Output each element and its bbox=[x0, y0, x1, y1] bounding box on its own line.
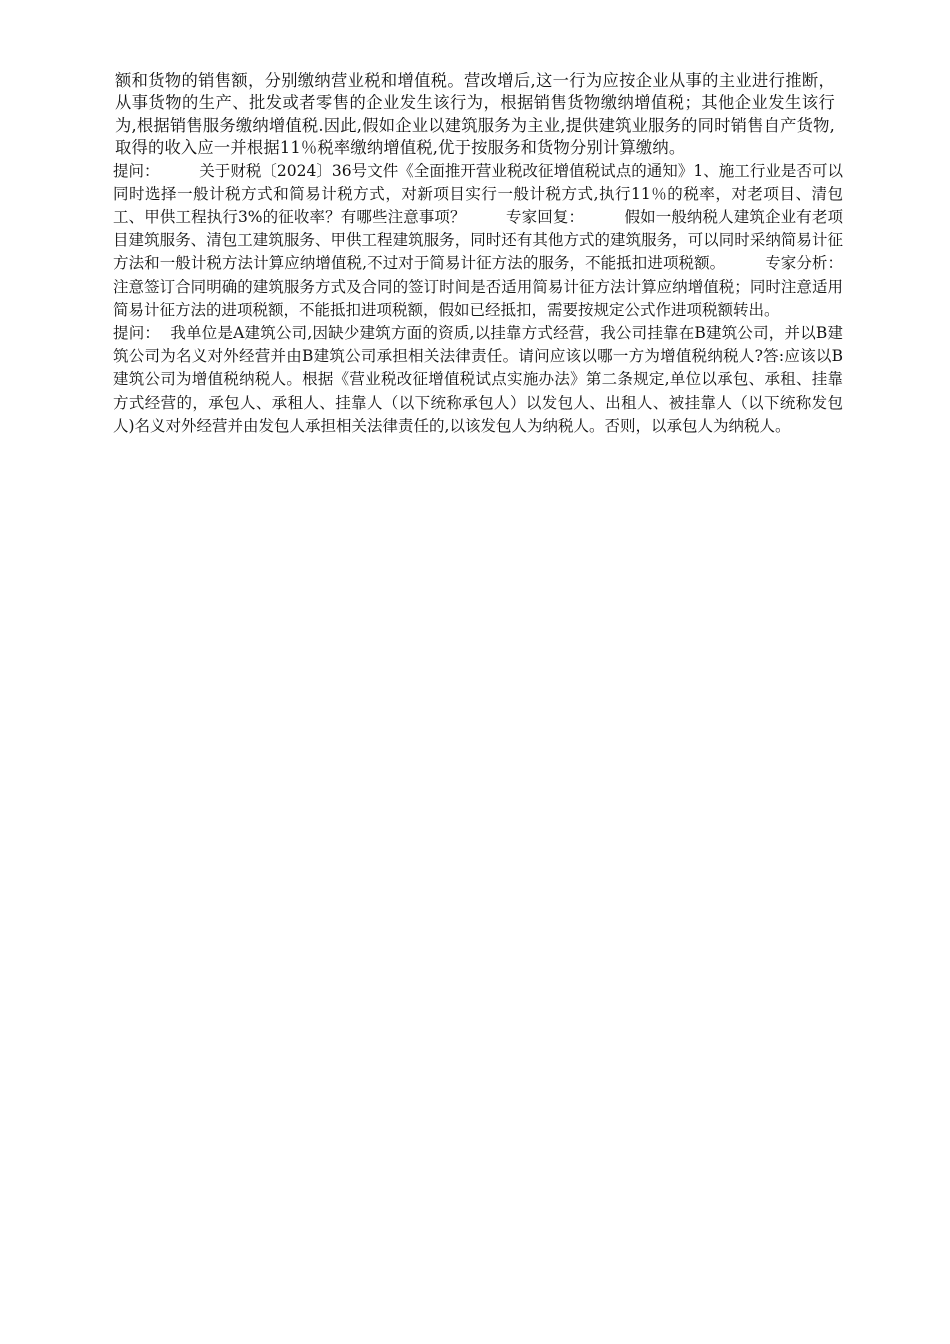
paragraph-question-answer-36: 提问： 关于财税〔2024〕36号文件《全面推开营业税改征增值税试点的通知》1、施工行业是否可以同时选择一般计税方式和简易计税方式，对新项目实行一般计税方式,执行11％的税率，对老项目、清包工、甲供工程执行3%的征收率？有哪些注意事项？ 专家回复： 假如一般纳税人建筑企业有老项目建筑服务、清包工建筑服务、甲供工程建筑服务，同时还有其他方式的建筑服务，可以同时采纳简易计征方法和一般计税方法计算应纳增值税,不过对于简易计征方法的服务，不能抵扣进项税额。 专家分析： 注意签订合同明确的建筑服务方式及合同的签订时间是否适用简易计征方法计算应纳增值税；同时注意适用简易计征方法的进项税额，不能抵扣进项税额，假如已经抵扣，需要按规定公式作进项税额转出。 bbox=[113, 161, 883, 319]
document-page bbox=[113, 70, 883, 438]
paragraph-sales-tax-explanation: 额和货物的销售额，分别缴纳营业税和增值税。营改增后,这一行为应按企业从事的主业进行推断，从事货物的生产、批发或者零售的企业发生该行为，根据销售货物缴纳增值税；其他企业发生该行为,根据销售服务缴纳增值税.因此,假如企业以建筑服务为主业,提供建筑业服务的同时销售自产货物,取得的收入应一并根据11％税率缴纳增值税,优于按服务和货物分别计算缴纳。 bbox=[115, 71, 835, 158]
paragraph-question-answer-affiliation: 提问： 我单位是A建筑公司,因缺少建筑方面的资质,以挂靠方式经营，我公司挂靠在B建筑公司，并以B建筑公司为名义对外经营并由B建筑公司承担相关法律责任。请问应该以哪一方为增值税纳税人?答:应该以B建筑公司为增值税纳税人。根据《营业税改征增值税试点实施办法》第二条规定,单位以承包、承租、挂靠方式经营的，承包人、承租人、挂靠人（以下统称承包人）以发包人、出租人、被挂靠人（以下统称发包人)名义对外经营并由发包人承担相关法律责任的,以该发包人为纳税人。否则，以承包人为纳税人。 bbox=[113, 324, 843, 435]
